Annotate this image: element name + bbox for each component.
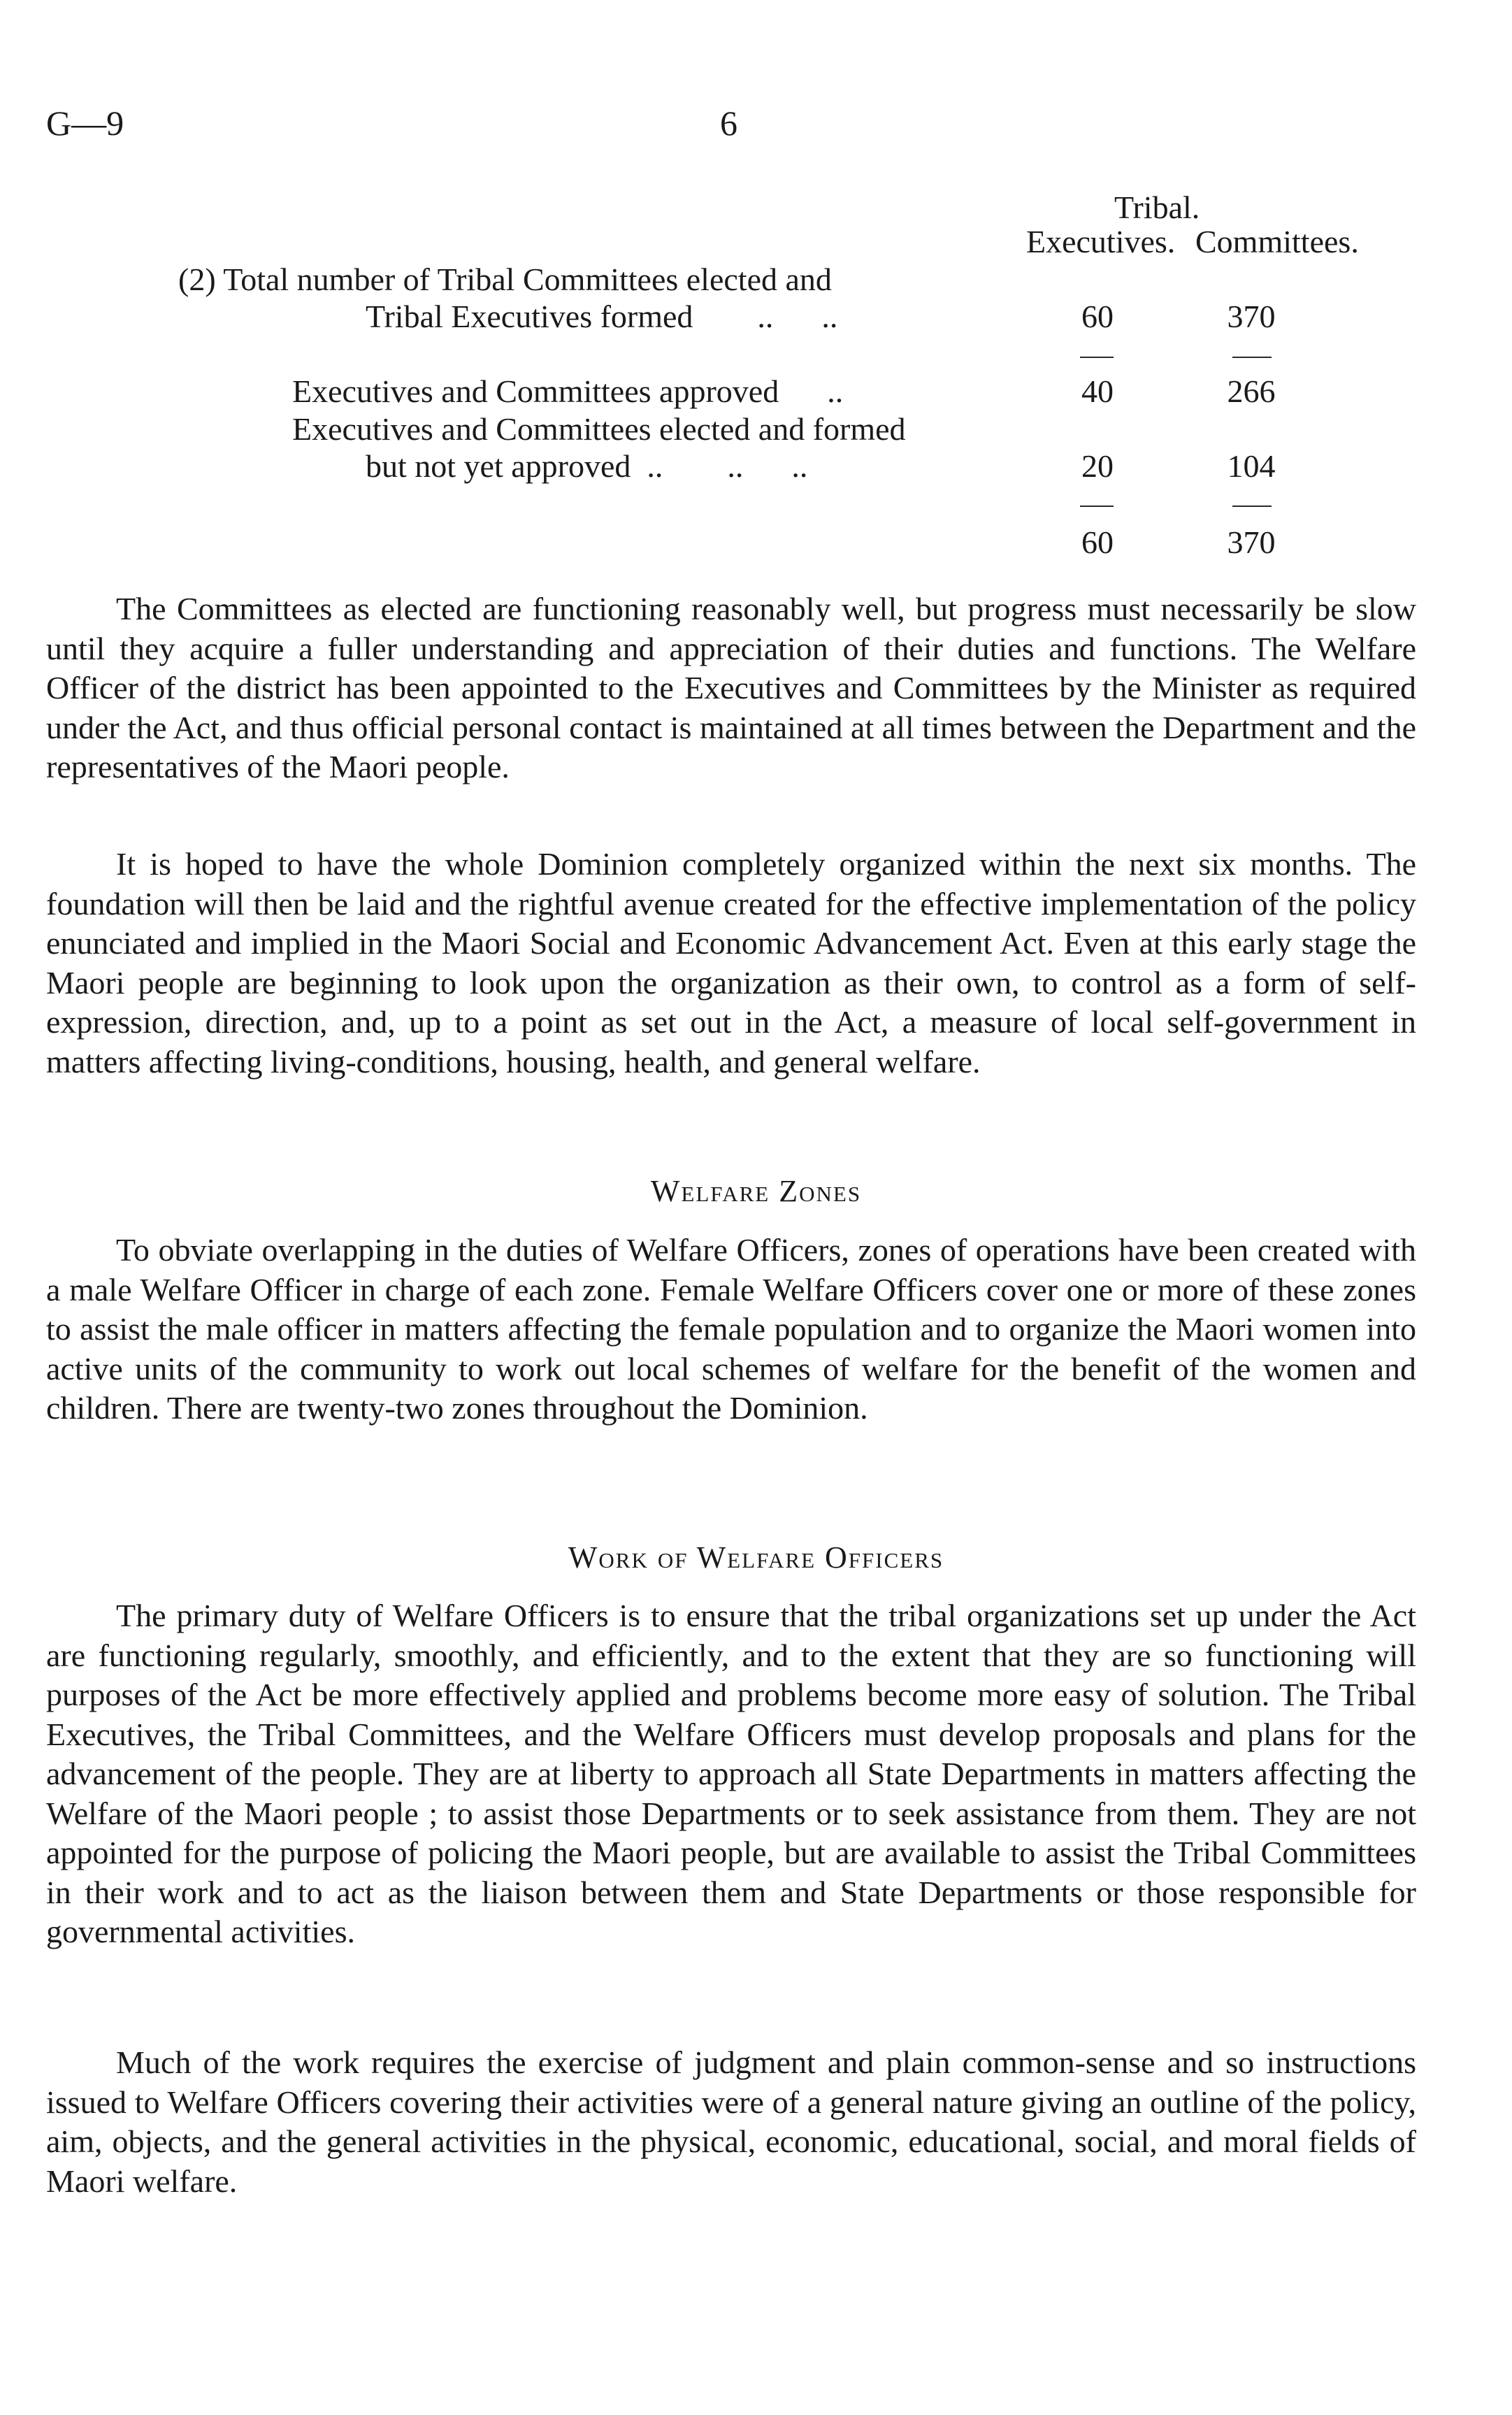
row-pending-label-line1: Executives and Committees elected and formed xyxy=(292,411,906,447)
row-pending-executives: 20 xyxy=(1081,448,1114,484)
paragraph-dominion-organized: It is hoped to have the whole Dominion completely organized within the next six months. The foundation will then be laid and the rightful avenue created for the effective implementation of the policy enunciated and implied in the Maori Social and Economic Advancement Act. Even at this early stage the Maori people are beginning to look upon the organization as their own, to control as a form of self-expression, direction, and, up to a point as set out in the Act, a measure of local self-government in matters affecting living-conditions, housing, health, and general welfare. xyxy=(46,846,1416,1080)
column-heading-tribal: Tribal. xyxy=(1114,189,1200,225)
row-total-committees: 370 xyxy=(1227,299,1276,334)
sum-executives: 60 xyxy=(1081,524,1114,560)
column-heading-committees: Committees. xyxy=(1195,224,1359,259)
row-approved-executives: 40 xyxy=(1081,373,1114,409)
row-approved-committees: 266 xyxy=(1227,373,1276,409)
row-total-executives: 60 xyxy=(1081,299,1114,334)
paragraph-judgment: Much of the work requires the exercise of judgment and plain common-sense and so instructions issued to Welfare Officers covering their activities were of a general nature giving an outline of the policy, aim, objects, and the general activities in the physical, economic, educational, social, and moral fields of Maori welfare. xyxy=(46,2044,1416,2199)
rule-committees-2 xyxy=(1232,506,1272,507)
row-approved-label: Executives and Committees approved .. xyxy=(292,373,844,409)
row-total-label-line1: (2) Total number of Tribal Committees elected and xyxy=(178,261,832,297)
rule-committees-1 xyxy=(1232,357,1272,358)
heading-work-of-welfare-officers: Work of Welfare Officers xyxy=(568,1540,944,1575)
paragraph-welfare-zones: To obviate overlapping in the duties of Welfare Officers, zones of operations have been created with a male Welfare Officer in charge of each zone. Female Welfare Officers cover one or more of these zones to assist the male officer in matters affecting the female population and to organize the Maori women into active units of the community to work out local schemes of welfare for the benefit of the women and children. There are twenty-two zones throughout the Dominion. xyxy=(46,1232,1416,1426)
paragraph-primary-duty: The primary duty of Welfare Officers is to ensure that the tribal organizations set up under the Act are functioning regularly, smoothly, and efficiently, and to the extent that they are so functioning will purposes of the Act be more effectively applied and problems become more easy of solution. The Tribal Executives, the Tribal Committees, and the Welfare Officers must develop proposals and plans for the advancement of the people. They are at liberty to approach all State Departments in matters affecting the Welfare of the Maori people ; to assist those Departments or to seek assistance from them. They are not appointed for the purpose of policing the Maori people, but are available to assist the Tribal Committees in their work and to act as the liaison between them and State Departments or those responsible for governmental activities. xyxy=(46,1598,1416,1949)
page-number: 6 xyxy=(720,103,737,143)
row-pending-label-line2: but not yet approved .. .. .. xyxy=(366,448,808,484)
paragraph-committees-functioning: The Committees as elected are functioning reasonably well, but progress must necessarily be slow until they acquire a fuller understanding and appreciation of their duties and functions. The Welfare Officer of the district has been appointed to the Executives and Committees by the Minister as required under the Act, and thus official personal contact is maintained at all times between the Department and the representatives of the Maori people. xyxy=(46,591,1416,784)
rule-executives-1 xyxy=(1080,357,1114,358)
column-heading-executives: Executives. xyxy=(1026,224,1176,259)
sum-committees: 370 xyxy=(1227,524,1276,560)
heading-welfare-zones: Welfare Zones xyxy=(650,1174,862,1208)
row-total-label-line2: Tribal Executives formed .. .. xyxy=(366,299,838,334)
report-reference: G—9 xyxy=(46,103,124,143)
row-pending-committees: 104 xyxy=(1227,448,1276,484)
rule-executives-2 xyxy=(1080,506,1114,507)
